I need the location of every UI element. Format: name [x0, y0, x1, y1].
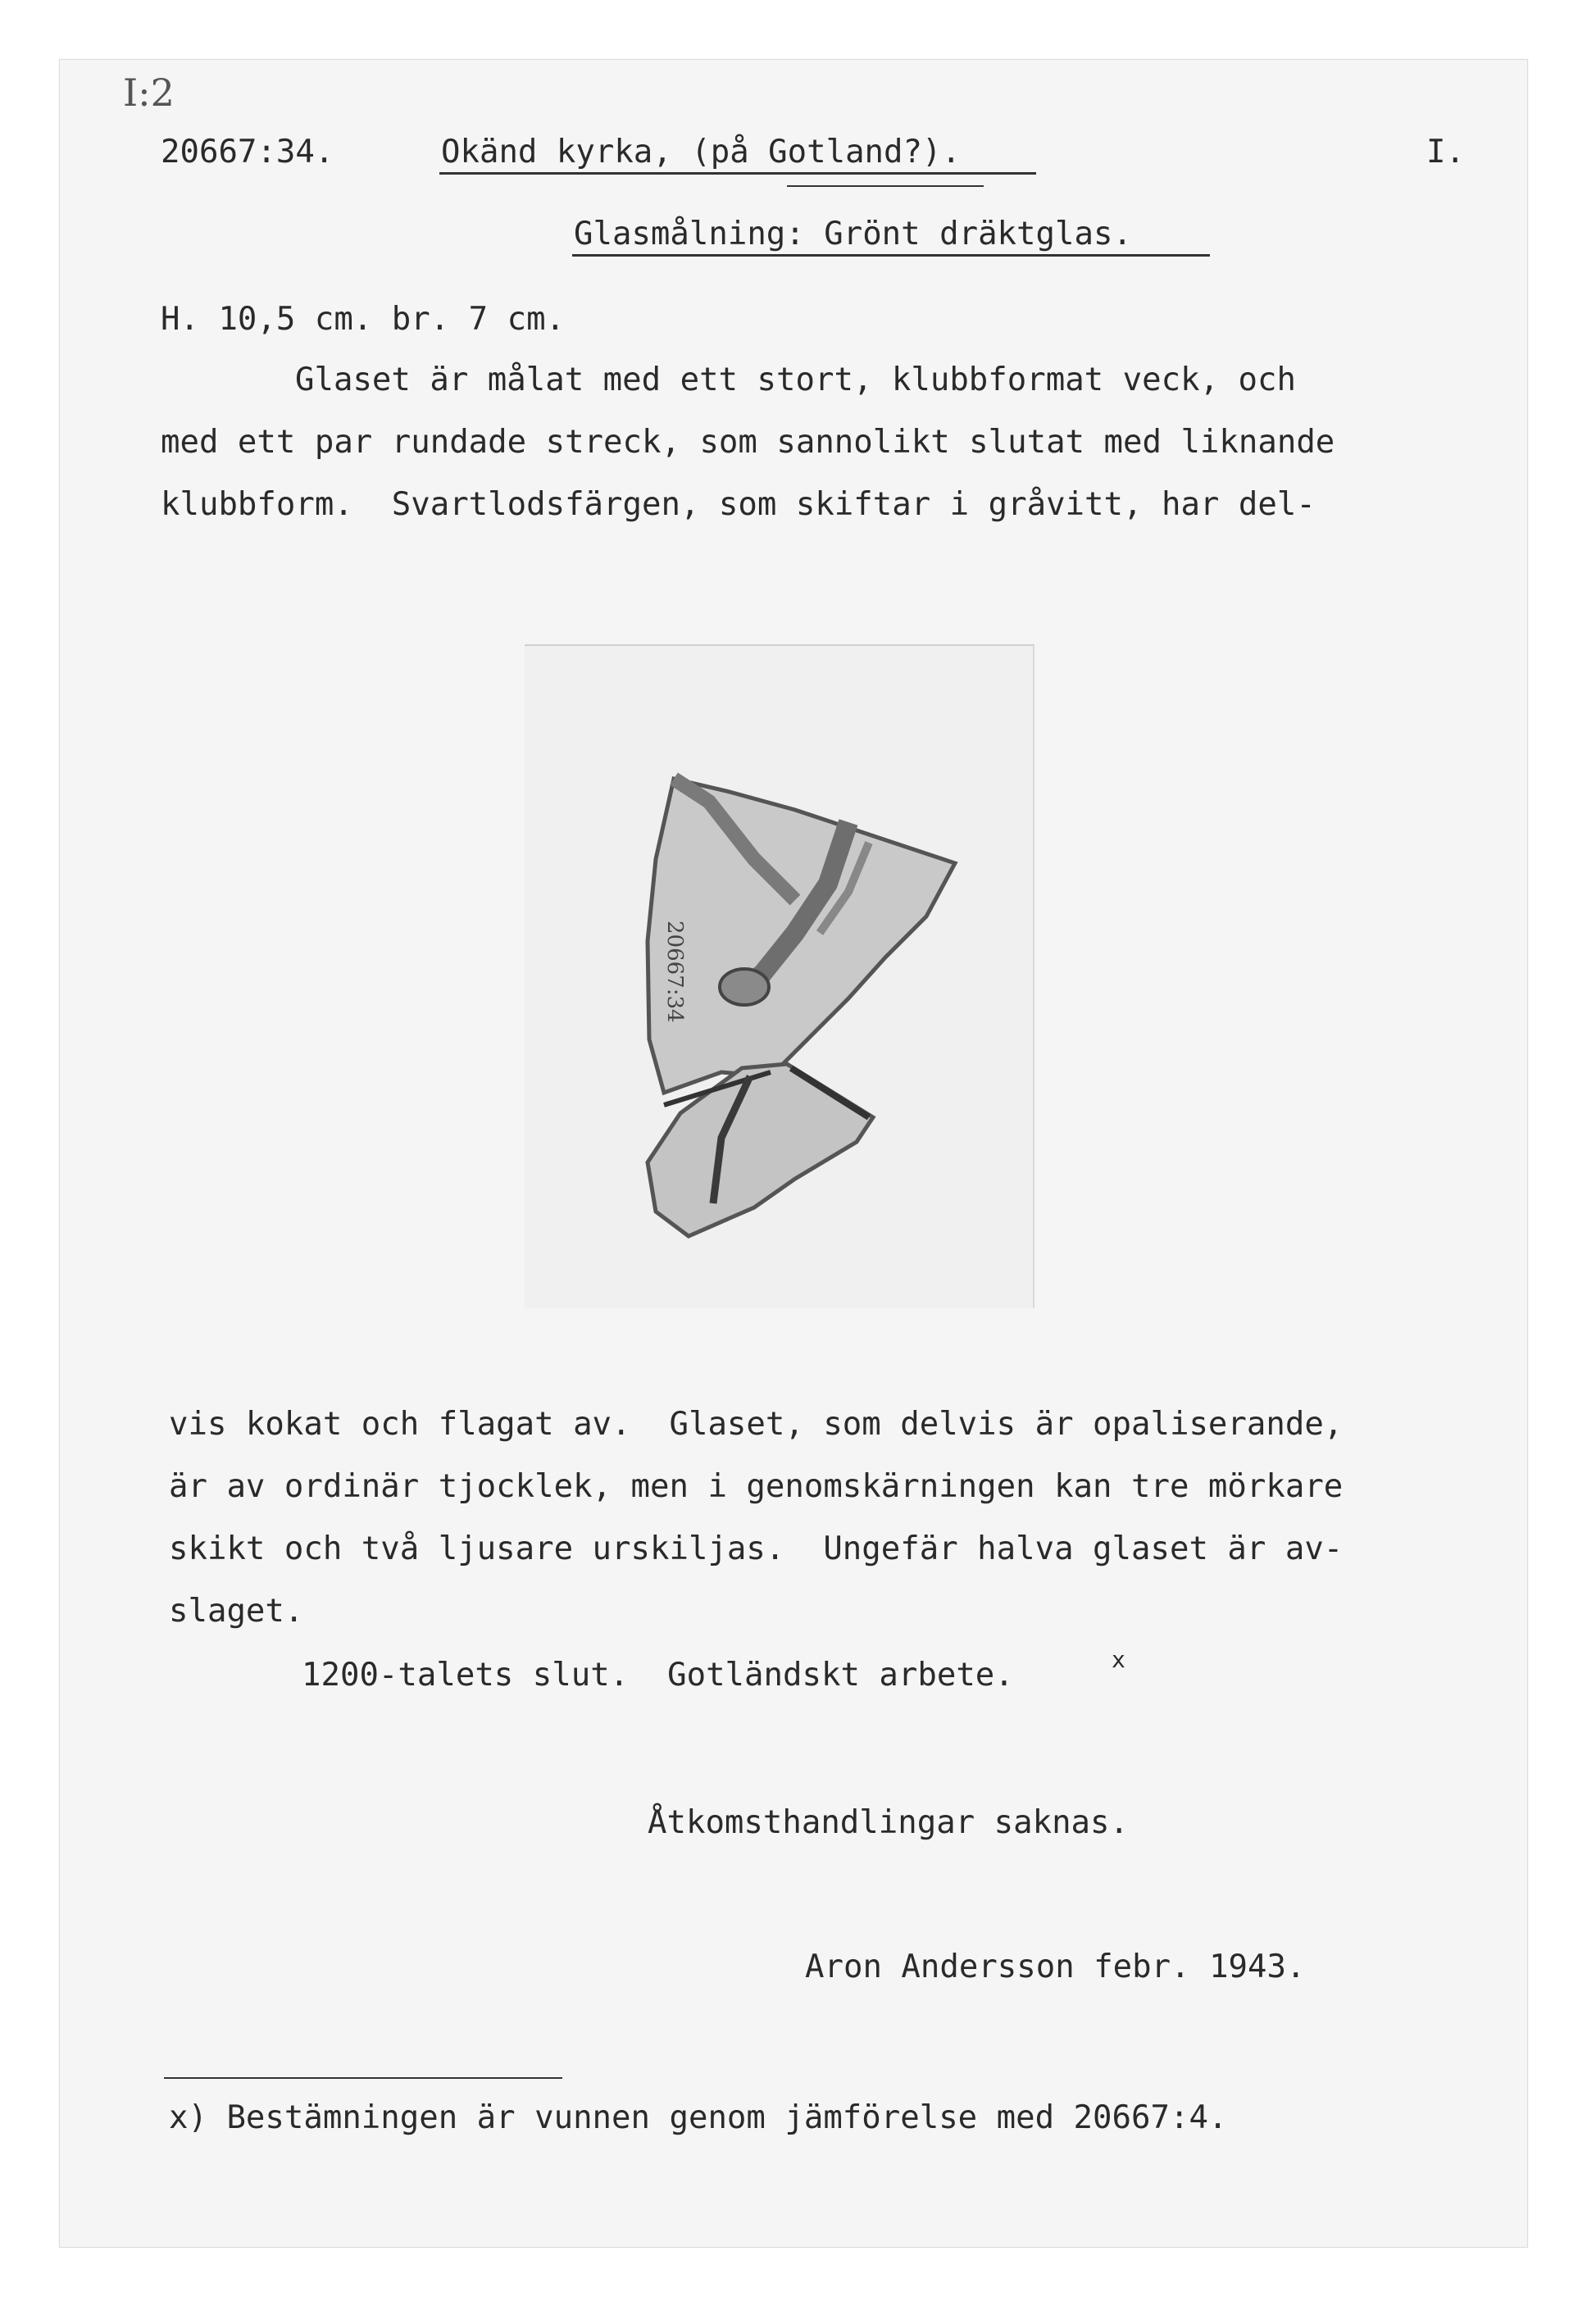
paragraph1-line: klubbform. Svartlodsfärgen, som skiftar i gråvitt, har del- — [161, 486, 1316, 523]
paragraph2-line: skikt och två ljusare urskiljas. Ungefär halva glaset är av- — [169, 1530, 1344, 1567]
dimensions: H. 10,5 cm. br. 7 cm. — [161, 301, 566, 338]
handwritten-reference: I:2 — [123, 70, 175, 115]
subject-underline — [572, 254, 1210, 257]
paragraph2-line: vis kokat och flagat av. Glaset, som delvis är opaliserande, — [169, 1406, 1344, 1443]
fragment-photograph — [525, 644, 1034, 1308]
paragraph2-line: är av ordinär tjocklek, men i genomskärningen kan tre mörkare — [169, 1468, 1344, 1505]
paragraph1-line: med ett par rundade streck, som sannolikt slutat med liknande — [161, 424, 1335, 461]
catalog-number: 20667:34. — [161, 134, 334, 171]
footnote-text: x) Bestämningen är vunnen genom jämförelse med 20667:4. — [169, 2099, 1228, 2136]
location-underline-mark — [787, 185, 984, 187]
footnote-rule — [164, 2077, 562, 2079]
acquisition-note: Åtkomsthandlingar saknas. — [648, 1804, 1129, 1841]
fragment-inscription: 20667:34 — [662, 921, 687, 1023]
dating-line: 1200-talets slut. Gotländskt arbete. — [302, 1657, 1014, 1694]
location-underline — [439, 172, 1036, 175]
location-title: Okänd kyrka, (på Gotland?). — [441, 134, 961, 171]
subject-title: Glasmålning: Grönt dräktglas. — [574, 216, 1132, 252]
signature-line: Aron Andersson febr. 1943. — [805, 1948, 1306, 1985]
section-number: I. — [1426, 134, 1465, 171]
paragraph2-line: slaget. — [169, 1593, 304, 1630]
paragraph1-line: Glaset är målat med ett stort, klubbformat veck, och — [295, 362, 1296, 398]
glass-fragment-image — [525, 646, 1033, 1308]
footnote-marker: x — [1112, 1646, 1125, 1673]
